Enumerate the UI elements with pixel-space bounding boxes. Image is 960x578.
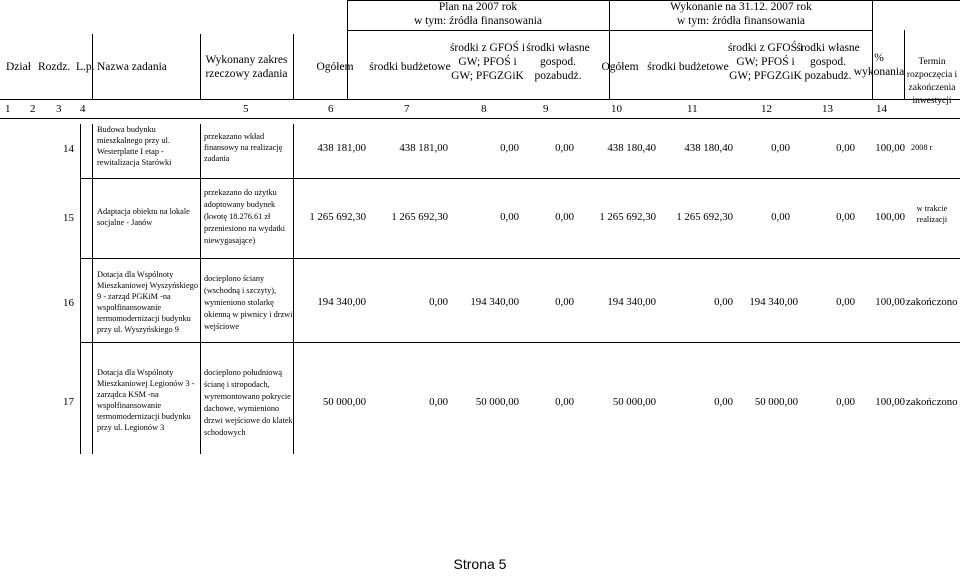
col-plan-wlasne-1: środki własne xyxy=(526,42,590,54)
row-value-plan-budz: 0,00 xyxy=(429,296,448,308)
row-value-plan-ogolem: 194 340,00 xyxy=(317,296,366,308)
row-value-plan-wlasne: 0,00 xyxy=(555,211,574,223)
col-wyk-ogolem: Ogółem xyxy=(601,61,639,73)
row-value-plan-gfos: 194 340,00 xyxy=(470,296,519,308)
row-value-wyk-wlasne: 0,00 xyxy=(836,142,855,154)
col-zakres-1: Wykonany zakres xyxy=(205,54,288,66)
row-zakres-line: schodowych xyxy=(204,428,246,437)
colnum-2: 2 xyxy=(30,103,36,115)
row-nazwa-line: mieszkalnego przy ul. xyxy=(97,136,171,145)
row-lp: 17 xyxy=(63,396,74,408)
plan-title: Plan na 2007 rok xyxy=(438,1,518,13)
colnum-9: 9 xyxy=(543,103,549,115)
row-termin: w trakcie xyxy=(916,204,948,213)
exec-title: Wykonanie na 31.12. 2007 rok xyxy=(670,1,812,13)
col-sep-6 xyxy=(293,34,294,100)
row-value-plan-wlasne: 0,00 xyxy=(555,142,574,154)
row-value-plan-budz: 1 265 692,30 xyxy=(391,211,448,223)
row-nazwa-line: przy ul. Wyszyńskiego 9 xyxy=(97,325,179,334)
row14-bottom-line xyxy=(80,178,960,179)
row-nazwa-line: Budowa budynku xyxy=(97,125,156,134)
row-nazwa-line: Mieszkaniowej Wyszyńskiego xyxy=(97,281,198,290)
body-right-border xyxy=(80,124,81,454)
colnum-11: 11 xyxy=(687,103,698,115)
row-value-wyk-ogolem: 50 000,00 xyxy=(612,396,656,408)
colnum-3: 3 xyxy=(56,103,62,115)
row-value-wyk-ogolem: 438 180,40 xyxy=(607,142,656,154)
row-zakres-line: dachowe, wymieniono xyxy=(204,404,280,413)
colnum-4: 4 xyxy=(80,103,86,115)
row-lp: 16 xyxy=(63,297,74,309)
row-nazwa-line: Dotacja dla Wspólnoty xyxy=(97,368,174,377)
col-plan-gfos-3: GW; PFGZGiK xyxy=(451,70,524,82)
row-termin: zakończono xyxy=(906,296,958,308)
row-zakres-line: wyremontowano pokrycie xyxy=(204,392,291,401)
col-termin-3: zakończenia xyxy=(908,83,956,93)
col-rozdz: Rozdz. xyxy=(38,61,71,73)
row-zakres-line: wymieniono stolarkę xyxy=(204,298,274,307)
plan-header-bottom-line xyxy=(347,30,609,31)
row-zakres-line: przekazano do użytku xyxy=(204,188,277,197)
row-zakres-line: (kwotę 18.276.61 zł xyxy=(204,212,271,221)
row-value-wyk-wlasne: 0,00 xyxy=(836,211,855,223)
col-wyk-wlasne-1: środki własne xyxy=(796,42,860,54)
row-zakres-line: przeniesiono na wydatki xyxy=(204,224,286,233)
row-value-wyk-budz: 1 265 692,30 xyxy=(676,211,733,223)
row-zakres-line: przekazano wkład xyxy=(204,132,265,141)
row-nazwa-line: 9 - zarząd PGKiM -na xyxy=(97,292,171,301)
row-value-plan-ogolem: 1 265 692,30 xyxy=(309,211,366,223)
col-termin-4: inwestycji xyxy=(912,96,952,106)
col-proc-1: % xyxy=(874,52,884,64)
row-value-proc: 100,00 xyxy=(875,211,905,223)
col-wyk-gfos-1: środki z GFOŚ i xyxy=(727,42,804,54)
row-value-wyk-wlasne: 0,00 xyxy=(836,296,855,308)
row-nazwa-line: termomodernizacji budynku xyxy=(97,412,191,421)
row-value-plan-budz: 0,00 xyxy=(429,396,448,408)
col-wyk-wlasne-3: pozabudż. xyxy=(804,70,852,82)
row-lp: 15 xyxy=(63,212,74,224)
row-nazwa-line: Mieszkaniowej Legionów 3 - xyxy=(97,379,195,388)
row-nazwa-line: przy ul. Legionów 3 xyxy=(97,423,165,432)
col-plan-budz: środki budżetowe xyxy=(369,61,451,73)
row-zakres-line: ścianę i stropodach, xyxy=(204,380,270,389)
row-nazwa-line: wspołfinansowanie xyxy=(97,401,162,410)
body-nazwa-border xyxy=(200,124,201,454)
colnum-5: 5 xyxy=(243,103,249,115)
row15-bottom-line xyxy=(80,258,960,259)
colnum-10: 10 xyxy=(611,103,622,115)
col-proc-2: wykonania xyxy=(853,66,905,78)
row-zakres-line: okienną w piwnicy i drzwi xyxy=(204,310,293,319)
col-nazwa: Nazwa zadania xyxy=(97,61,167,73)
colnum-6: 6 xyxy=(328,103,334,115)
row-value-wyk-gfos: 50 000,00 xyxy=(754,396,798,408)
row-lp: 14 xyxy=(63,143,74,155)
row-zakres-line: zadania xyxy=(204,154,230,163)
row-nazwa-line: Adaptacja obiektu na lokale xyxy=(97,207,190,216)
row-nazwa-line: zarządca KSM -na xyxy=(97,390,159,399)
row-nazwa-line: socjalne - Janów xyxy=(97,218,153,227)
col-zakres-2: rzeczowy zadania xyxy=(205,68,288,80)
row-nazwa-line: rewitalizacja Starówki xyxy=(97,158,172,167)
row-value-wyk-budz: 0,00 xyxy=(714,396,733,408)
colnum-12: 12 xyxy=(761,103,772,115)
row-value-wyk-wlasne: 0,00 xyxy=(836,396,855,408)
row-nazwa-line: wspołfinansowanie xyxy=(97,303,162,312)
row-zakres-line: docieplono południową xyxy=(204,368,283,377)
row-value-wyk-ogolem: 194 340,00 xyxy=(607,296,656,308)
row-zakres-line: drzwi wejściowe do klatek xyxy=(204,416,293,425)
col-plan-ogolem: Ogółem xyxy=(316,61,354,73)
col-wyk-budz: środki budżetowe xyxy=(647,61,729,73)
row-zakres-line: docieplono ściany xyxy=(204,274,265,283)
row-value-plan-wlasne: 0,00 xyxy=(555,296,574,308)
row-value-plan-gfos: 0,00 xyxy=(500,142,519,154)
row-value-wyk-budz: 0,00 xyxy=(714,296,733,308)
row-termin: 2008 r xyxy=(911,143,933,152)
row-zakres-line: niewygasające) xyxy=(204,236,256,245)
header-bottom-line xyxy=(0,99,960,100)
row-value-wyk-ogolem: 1 265 692,30 xyxy=(599,211,656,223)
col-termin-1: Termin xyxy=(918,57,946,67)
col-termin-2: rozpoczęcia i xyxy=(906,70,958,80)
row-termin: zakończono xyxy=(906,396,958,408)
row-nazwa-line: Westerplatte I etap - xyxy=(97,147,164,156)
body-lp-border xyxy=(92,124,93,454)
row-termin: realizacji xyxy=(916,215,948,224)
col-wyk-gfos-2: GW; PFOŚ i xyxy=(736,56,795,68)
row-value-proc: 100,00 xyxy=(875,396,905,408)
row-value-proc: 100,00 xyxy=(875,296,905,308)
colnum-bottom-line xyxy=(0,118,960,119)
row-zakres-line: adoptowany budynek xyxy=(204,200,276,209)
row16-bottom-line xyxy=(80,342,960,343)
row-nazwa-line: Dotacja dla Wspólnoty xyxy=(97,270,174,279)
col-plan-gfos-1: środki z GFOŚ i xyxy=(449,42,526,54)
row-value-plan-ogolem: 438 181,00 xyxy=(317,142,366,154)
row-value-plan-wlasne: 0,00 xyxy=(555,396,574,408)
exec-subtitle: w tym: źródła finansowania xyxy=(676,15,806,27)
row-value-wyk-gfos: 0,00 xyxy=(771,142,790,154)
col-plan-gfos-2: GW; PFOŚ i xyxy=(458,56,517,68)
row-value-wyk-gfos: 194 340,00 xyxy=(749,296,798,308)
colnum-8: 8 xyxy=(481,103,487,115)
exec-header-bottom-line xyxy=(610,30,872,31)
row-value-wyk-budz: 438 180,40 xyxy=(684,142,733,154)
row-zakres-line: (wschodną i szczyty), xyxy=(204,286,277,295)
row-value-plan-budz: 438 181,00 xyxy=(399,142,448,154)
col-lp: L.p. xyxy=(76,61,95,73)
col-plan-wlasne-3: pozabudż. xyxy=(534,70,582,82)
colnum-14: 14 xyxy=(876,103,887,115)
col-wyk-gfos-3: GW; PFGZGiK xyxy=(729,70,802,82)
col-dzial: Dział xyxy=(6,61,31,73)
row-nazwa-line: termomodernizacji budynku xyxy=(97,314,191,323)
row-value-plan-gfos: 50 000,00 xyxy=(475,396,519,408)
col-sep-14 xyxy=(872,0,873,100)
row-value-plan-ogolem: 50 000,00 xyxy=(322,396,366,408)
row-value-proc: 100,00 xyxy=(875,142,905,154)
col-wyk-wlasne-2: gospod. xyxy=(809,56,847,68)
row-zakres-line: wejściowe xyxy=(204,322,240,331)
colnum-1: 1 xyxy=(5,103,11,115)
row-zakres-line: finansowy na realizację xyxy=(204,143,283,152)
colnum-13: 13 xyxy=(822,103,833,115)
row-value-plan-gfos: 0,00 xyxy=(500,211,519,223)
row-value-wyk-gfos: 0,00 xyxy=(771,211,790,223)
plan-subtitle: w tym: źródła finansowania xyxy=(413,15,543,27)
col-plan-wlasne-2: gospod. xyxy=(539,56,577,68)
page-number: Strona 5 xyxy=(453,556,507,572)
colnum-7: 7 xyxy=(404,103,410,115)
